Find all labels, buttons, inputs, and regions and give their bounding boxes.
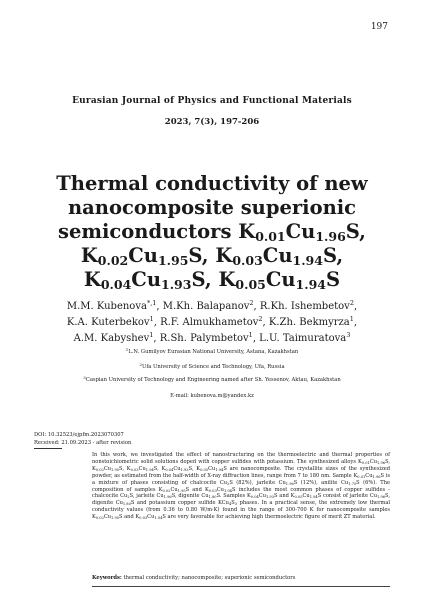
author-line-1	[40, 299, 384, 315]
paper-title	[40, 172, 384, 292]
abstract-subscript: 0.02	[95, 467, 104, 472]
author-name: R.Kh. Ishembetov	[259, 301, 350, 312]
abstract-subscript: 0.01	[357, 474, 366, 479]
formula-subscript: 0.02	[97, 253, 129, 268]
author-line-3	[40, 331, 384, 347]
formula-element: K	[80, 244, 98, 267]
formula-element: K	[218, 268, 236, 291]
formula-element: Cu	[285, 220, 316, 243]
affiliation-text: Caspian University of Technology and Engineering named after Sh. Yessenov, Aktau, Kazakhstan	[85, 377, 341, 383]
keywords-text: thermal conductivity; nanocomposite; superionic semiconductors	[123, 575, 296, 581]
title-line-5	[40, 268, 384, 292]
author-name: M.M. Kubenova	[66, 301, 147, 312]
abstract-subscript: 0.04	[165, 467, 174, 472]
title-formula	[238, 220, 366, 243]
abstract-subscript: 1.95	[177, 488, 186, 493]
author-list	[40, 299, 384, 347]
abstract-subscript: 0.03	[208, 488, 217, 493]
title-formula	[81, 244, 209, 267]
abstract-subscript: 0.05	[294, 495, 303, 500]
formula-subscript: 0.03	[232, 253, 263, 268]
formula-element: Cu	[128, 244, 158, 267]
affiliation-2	[40, 364, 384, 371]
formula-subscript: 1.94	[295, 277, 326, 292]
formula-element: Cu	[265, 268, 296, 291]
doi: DOI: 10.32523/ejpfm.2023070307	[34, 432, 124, 438]
abstract-subscript: 1.96	[377, 460, 386, 465]
author-affiliation-mark: 3	[346, 331, 351, 339]
formula-subscript: 1.96	[315, 229, 346, 244]
abstract-subscript: 3	[234, 502, 238, 507]
abstract-subscript: 1.94	[145, 467, 154, 472]
author-name: M.Kh. Balapanov	[162, 301, 250, 312]
title-formula	[215, 244, 343, 267]
formula-element: Cu	[262, 244, 293, 267]
journal-name: Eurasian Journal of Physics and Functional Materials	[72, 96, 352, 106]
abstract-subscript: 1.93	[180, 467, 189, 472]
abstract-subscript: 0.03	[130, 467, 139, 472]
author-separator: ,	[253, 301, 260, 312]
abstract-subscript: 4	[228, 502, 232, 507]
title-formula	[84, 268, 212, 291]
affiliation-3	[40, 377, 384, 384]
abstract-subscript: 0.04	[250, 495, 259, 500]
formula-subscript: 1.93	[161, 277, 192, 292]
bottom-rule	[92, 586, 390, 587]
formula-element: Cu	[131, 268, 161, 291]
title-line-3	[40, 220, 384, 244]
author-name: R.Sh. Palymbetov	[159, 333, 249, 344]
journal-issue: 2023, 7(3), 197-206	[164, 117, 260, 127]
title-line-2: nanocomposite superionic	[67, 196, 357, 219]
abstract-subscript: 1.94	[309, 495, 318, 500]
author-separator: ,	[153, 333, 160, 344]
formula-subscript: 0.04	[100, 277, 132, 292]
author-separator: ,	[156, 301, 163, 312]
abstract-subscript: 0.02	[162, 488, 171, 493]
author-affiliation-mark: 1	[149, 331, 154, 339]
received-date: Received: 21.09.2023 - after revision	[34, 440, 132, 446]
author-line-2	[40, 315, 384, 331]
formula-element: K	[83, 268, 101, 291]
abstract-subscript: 0.03	[139, 516, 148, 521]
author-separator: ,	[252, 333, 260, 344]
abstract-subscript: 1.96	[163, 495, 172, 500]
author-separator: ,	[153, 317, 161, 328]
abstract-subscript: 1.94	[215, 467, 224, 472]
abstract: In this work, we investigated the effect of nanostructuring on the thermoelectric and thermal properties of nonstoichiometric solid solutions doped with copper sulfides with potassium. The synthesized alloys $K_{0.01}Cu_{1.96}S$, $K_{0.02}Cu_{1.95}S$, $K_{0.03}Cu_{1.94}S$, $K_{0.04}Cu_{1.93}S$, $K_{0.05}Cu_{1.94}S$ are nanocomposite. The crystallite sizes of the synthesized powder, as estimated from the half-width of X-ray diffraction lines, range from 7 to 180 nm. Sample $K_{0.01}Cu_{1.96}S$ is a mixture of phases consisting of chalcocite $Cu_2S$ (82%), jarleite $Cu_{1.96}S$ (12%), anilite $Cu_{1.75}S$ (6%). The composition of samples $K_{0.02}Cu_{1.95}S$ and $K_{0.03}Cu_{1.94}S$ includes the most common phases of copper sulfides - chalcocite $Cu_2S$, jarleite $Cu_{1.96}S$, digenite $Cu_{1.80}S$. Samples $K_{0.04}Cu_{1.93}S$ and $K_{0.05}Cu_{1.94}S$ consist of jarleite $Cu_{1.96}S$, digenite $Cu_{1.80}S$ and potassium copper sulfide $KCu_4S_3$ phases. In a practical sense, the extremely low thermal conductivity values (from 0.36 to 0.80 W/m·K) found in the range of 300-700 K for nanocomposite samples $K_{0.02}Cu_{1.95}S$ and $K_{0.03}Cu_{1.94}S$ are very favorable for achieving high thermoelectric figure of merit ZT material.	[92, 452, 391, 521]
affiliation-text: L.N. Gumilyov Eurasian National University, Astana, Kazakhstan	[128, 349, 299, 355]
abstract-subscript: 0.05	[200, 467, 209, 472]
affiliation-mark: 2	[139, 362, 142, 367]
formula-element: S,	[345, 220, 366, 243]
affiliation-mark: 3	[83, 375, 86, 380]
formula-element: S,	[322, 244, 344, 267]
page-number: 197	[370, 22, 388, 32]
author-name: A.M. Kabyshev	[73, 333, 150, 344]
abstract-subscript: 1.94	[223, 488, 232, 493]
author-affiliation-mark: 1	[349, 315, 354, 323]
author-separator: ,	[353, 301, 358, 312]
abstract-subscript: 1.96	[372, 474, 381, 479]
abstract-subscript: 1.80	[208, 495, 217, 500]
keywords	[92, 575, 390, 582]
author-affiliation-mark: 2	[349, 299, 354, 307]
abstract-subscript: 1.95	[111, 516, 120, 521]
formula-element: K	[238, 220, 256, 243]
affiliation-1	[40, 349, 384, 356]
abstract-subscript: 1.94	[154, 516, 163, 521]
abstract-subscript: 1.95	[111, 467, 120, 472]
author-email: E-mail: kubenova.m@yandex.kz	[170, 393, 254, 399]
author-affiliation-mark: 2	[249, 299, 254, 307]
title-word: semiconductors	[58, 220, 232, 243]
abstract-subscript: 0.02	[95, 516, 104, 521]
abstract-subscript: 2	[227, 481, 230, 486]
formula-element: S,	[191, 268, 212, 291]
keywords-label: Keywords:	[92, 575, 122, 581]
author-affiliation-mark: 2	[258, 315, 263, 323]
formula-element: S,	[188, 244, 209, 267]
author-name: L.U. Taimuratova	[259, 333, 347, 344]
formula-subscript: 1.94	[292, 253, 323, 268]
title-formula	[218, 268, 340, 291]
author-name: K.A. Kuterbekov	[66, 317, 150, 328]
abstract-subscript: 1.80	[122, 502, 131, 507]
author-affiliation-mark: 1	[149, 315, 154, 323]
title-line-1: Thermal conductivity of new	[56, 172, 368, 195]
abstract-subscript: 2	[127, 495, 130, 500]
abstract-subscript: 1.96	[285, 481, 294, 486]
author-name: R.F. Almukhametov	[160, 317, 259, 328]
abstract-subscript: 1.93	[265, 495, 274, 500]
author-separator: ,	[353, 317, 358, 328]
divider	[34, 448, 62, 449]
abstract-subscript: 1.75	[348, 481, 357, 486]
affiliation-text: Ufa University of Science and Technology, Ufa, Russia	[141, 364, 285, 370]
abstract-subscript: 0.01	[361, 460, 370, 465]
author-name: K.Zh. Bekmyrza	[268, 317, 350, 328]
author-affiliation-mark: *,1	[146, 299, 157, 307]
formula-element: S	[326, 268, 341, 291]
abstract-subscript: 1.96	[377, 495, 386, 500]
author-affiliation-mark: 1	[248, 331, 253, 339]
affiliation-mark: 1	[125, 347, 129, 352]
formula-subscript: 0.05	[235, 277, 266, 292]
title-line-4	[40, 244, 384, 268]
author-separator: ,	[262, 317, 269, 328]
formula-subscript: 1.95	[157, 253, 189, 268]
formula-subscript: 0.01	[255, 229, 286, 244]
formula-element: K	[215, 244, 233, 267]
